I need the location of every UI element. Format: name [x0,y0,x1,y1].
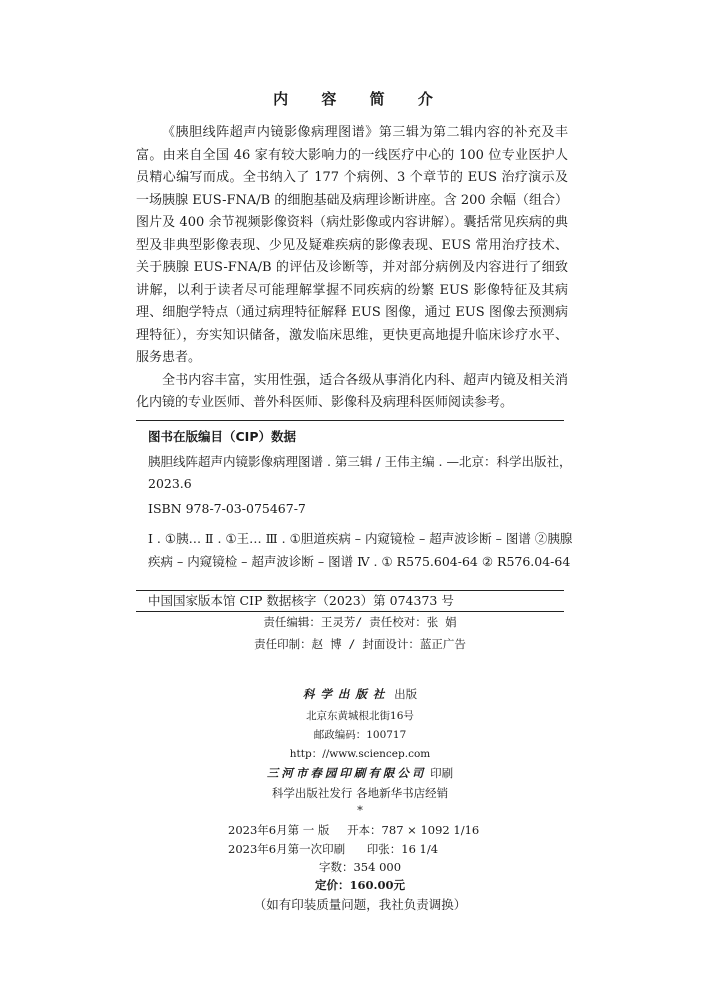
quality-notice: （如有印装质量问题，我社负责调换） [253,897,467,912]
printing: 2023年6月第一次印刷 [228,842,346,856]
publisher-name: 科学出版社 [302,687,391,701]
staff-line-1: 责任编辑：王灵芳/ 责任校对：张 娟 [263,615,457,629]
publisher-action: 出版 [394,687,418,701]
publisher-address: 北京东黄城根北街16号 [306,710,414,722]
printer-action: 印刷 [430,766,454,780]
cip-record-number: 中国国家版本馆 CIP 数据核字（2023）第 074373 号 [148,593,454,608]
sheets: 印张：16 1/4 [366,842,439,856]
distribution-line: 科学出版社发行 各地新华书店经销 [271,786,449,800]
publisher-website: http：//www.sciencep.com [289,748,431,760]
cip-isbn: ISBN 978-7-03-075467-7 [148,500,306,516]
edition-line [228,822,528,838]
printing-line [228,841,528,857]
cip-bottom-rule [136,611,564,612]
separator-star: * [357,803,363,817]
edition: 2023年6月第 一 版 [228,823,330,837]
cip-block [148,426,578,573]
price: 定价：160.00元 [314,878,405,892]
word-count: 字数：354 000 [318,860,402,874]
publisher-line [0,686,720,702]
book-introduction [136,122,568,415]
cip-title-line: 胰胆线阵超声内镜影像病理图谱 . 第三辑 / 王伟主编 . —北京：科学出版社，2023.6 [148,453,572,491]
intro-paragraph-1: 《胰胆线阵超声内镜影像病理图谱》第三辑为第二辑内容的补充及丰富。由来自全国 46 家有较大影响力的一线医疗中心的 100 位专业医护人员精心编写而成。全书纳入了 177 个病例、3 个章节的 EUS 治疗演示及一场胰腺 EUS-FNA/B 的细胞基础及病理诊断讲座。含 200 余幅（组合）图片及 400 余节视频影像资料（病灶影像或内容讲解）。囊括常见疾病的典型及非典型影像表现、少见及疑难疾病的影像表现、EUS 常用治疗技术、关于胰腺 EUS-FNA/B 的评估及诊断等，并对部分病例及内容进行了细致讲解，以利于读者尽可能理解掌握不同疾病的纷繁 EUS 影像特征及其病理、细胞学特点（通过病理特征解释 EUS 图像，通过 EUS 图像去预测病理特征），夯实知识储备，激发临床思维，更快更高地提升临床诊疗水平、服务患者。 [136,125,568,365]
printer-name: 三河市春园印刷有限公司 [266,766,427,780]
book-format: 开本：787 × 1092 1/16 [347,823,480,837]
cip-heading: 图书在版编目（CIP）数据 [148,429,296,444]
cip-top-rule [136,420,564,421]
page-title: 内 容 简 介 [273,90,447,108]
cip-classification: Ⅰ . ①胰… Ⅱ . ①王… Ⅲ . ①胆道疾病 – 内窥镜检 – 超声波诊断 – 图谱 ②胰腺疾病 – 内窥镜检 – 超声波诊断 – 图谱 Ⅳ . ① R575.604-64 ② R576.04-64 [148,531,573,569]
cip-record-block [148,590,578,613]
intro-paragraph-2: 全书内容丰富，实用性强，适合各级从事消化内科、超声内镜及相关消化内镜的专业医师、普外科医师、影像科及病理科医师阅读参考。 [136,372,568,410]
staff-line-2: 责任印制：赵 博 / 封面设计：蓝正广告 [254,637,466,651]
printer-line [0,765,720,781]
publisher-postcode: 邮政编码：100717 [313,729,407,741]
